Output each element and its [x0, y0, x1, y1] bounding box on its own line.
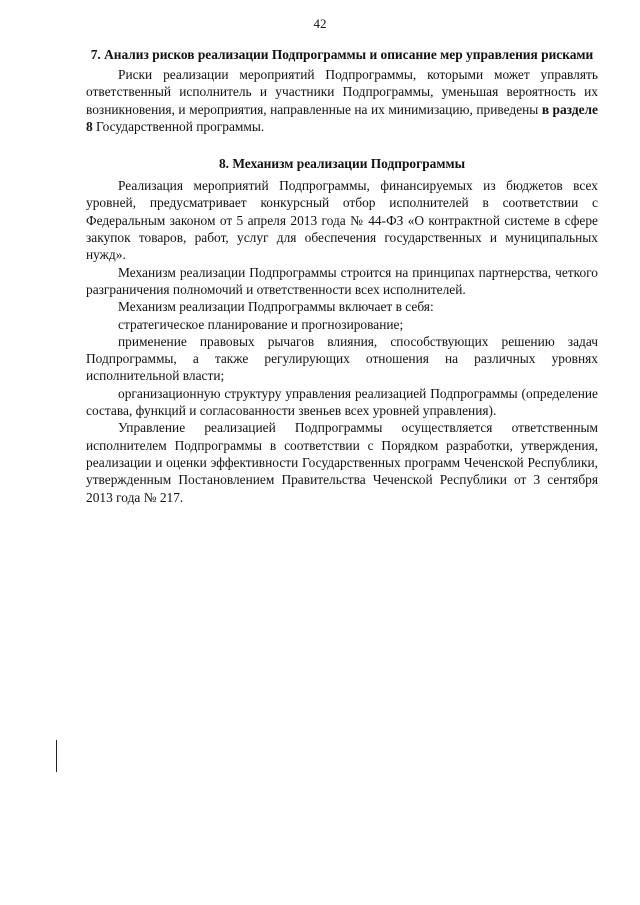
section-8-paragraph-4: стратегическое планирование и прогнозирование;	[118, 316, 404, 332]
section-7-text-b: Государственной программы.	[92, 118, 265, 134]
section-8-paragraph-3: Механизм реализации Подпрограммы включает в себя:	[118, 299, 434, 315]
document-body	[86, 48, 598, 506]
section-8-paragraph-1: Реализация мероприятий Подпрограммы, финансируемых из бюджетов всех уровней, предусматривает конкурсный отбор исполнителей в соответствии с Федеральным законом от 5 апреля 2013 года № 44-ФЗ «О контрактной системе в сфере закупок товаров, работ, услуг для обеспечения государственных и муниципальных нужд».	[86, 178, 598, 263]
page-number: 42	[313, 16, 327, 31]
section-7-text-bold: в разделе 8	[86, 101, 598, 134]
scan-margin-mark	[56, 740, 57, 772]
section-8-paragraph-5: применение правовых рычагов влияния, способствующих решению задач Подпрограммы, а также регулирующих отношения на различных уровнях исполнительной власти;	[86, 333, 598, 384]
section-7-paragraph	[86, 66, 598, 135]
section-8-paragraph-2: Механизм реализации Подпрограммы строится на принципах партнерства, четкого разграничения полномочий и ответственности всех исполнителей.	[86, 264, 598, 297]
section-8-paragraph-7: Управление реализацией Подпрограммы осуществляется ответственным исполнителем Подпрограммы в соответствии с Порядком разработки, утверждения, реализации и оценки эффективности Государственных программ Чеченской Республики, утвержденным Постановлением Правительства Чеченской Республики от 3 сентября 2013 года № 217.	[86, 420, 598, 505]
section-7-title: 7. Анализ рисков реализации Подпрограммы и описание мер управления рисками	[90, 47, 594, 62]
section-8-title: 8. Механизм реализации Подпрограммы	[218, 156, 466, 172]
section-8-paragraph-6: организационную структуру управления реализацией Подпрограммы (определение состава, функций и согласованности звеньев всех уровней управления).	[86, 385, 598, 419]
section-7-text-a: Риски реализации мероприятий Подпрограммы, которыми может управлять ответственный исполнитель и участники Подпрограммы, уменьшая вероятность их возникновения, и мероприятия, направленные на их минимизацию, приведены	[86, 67, 598, 117]
